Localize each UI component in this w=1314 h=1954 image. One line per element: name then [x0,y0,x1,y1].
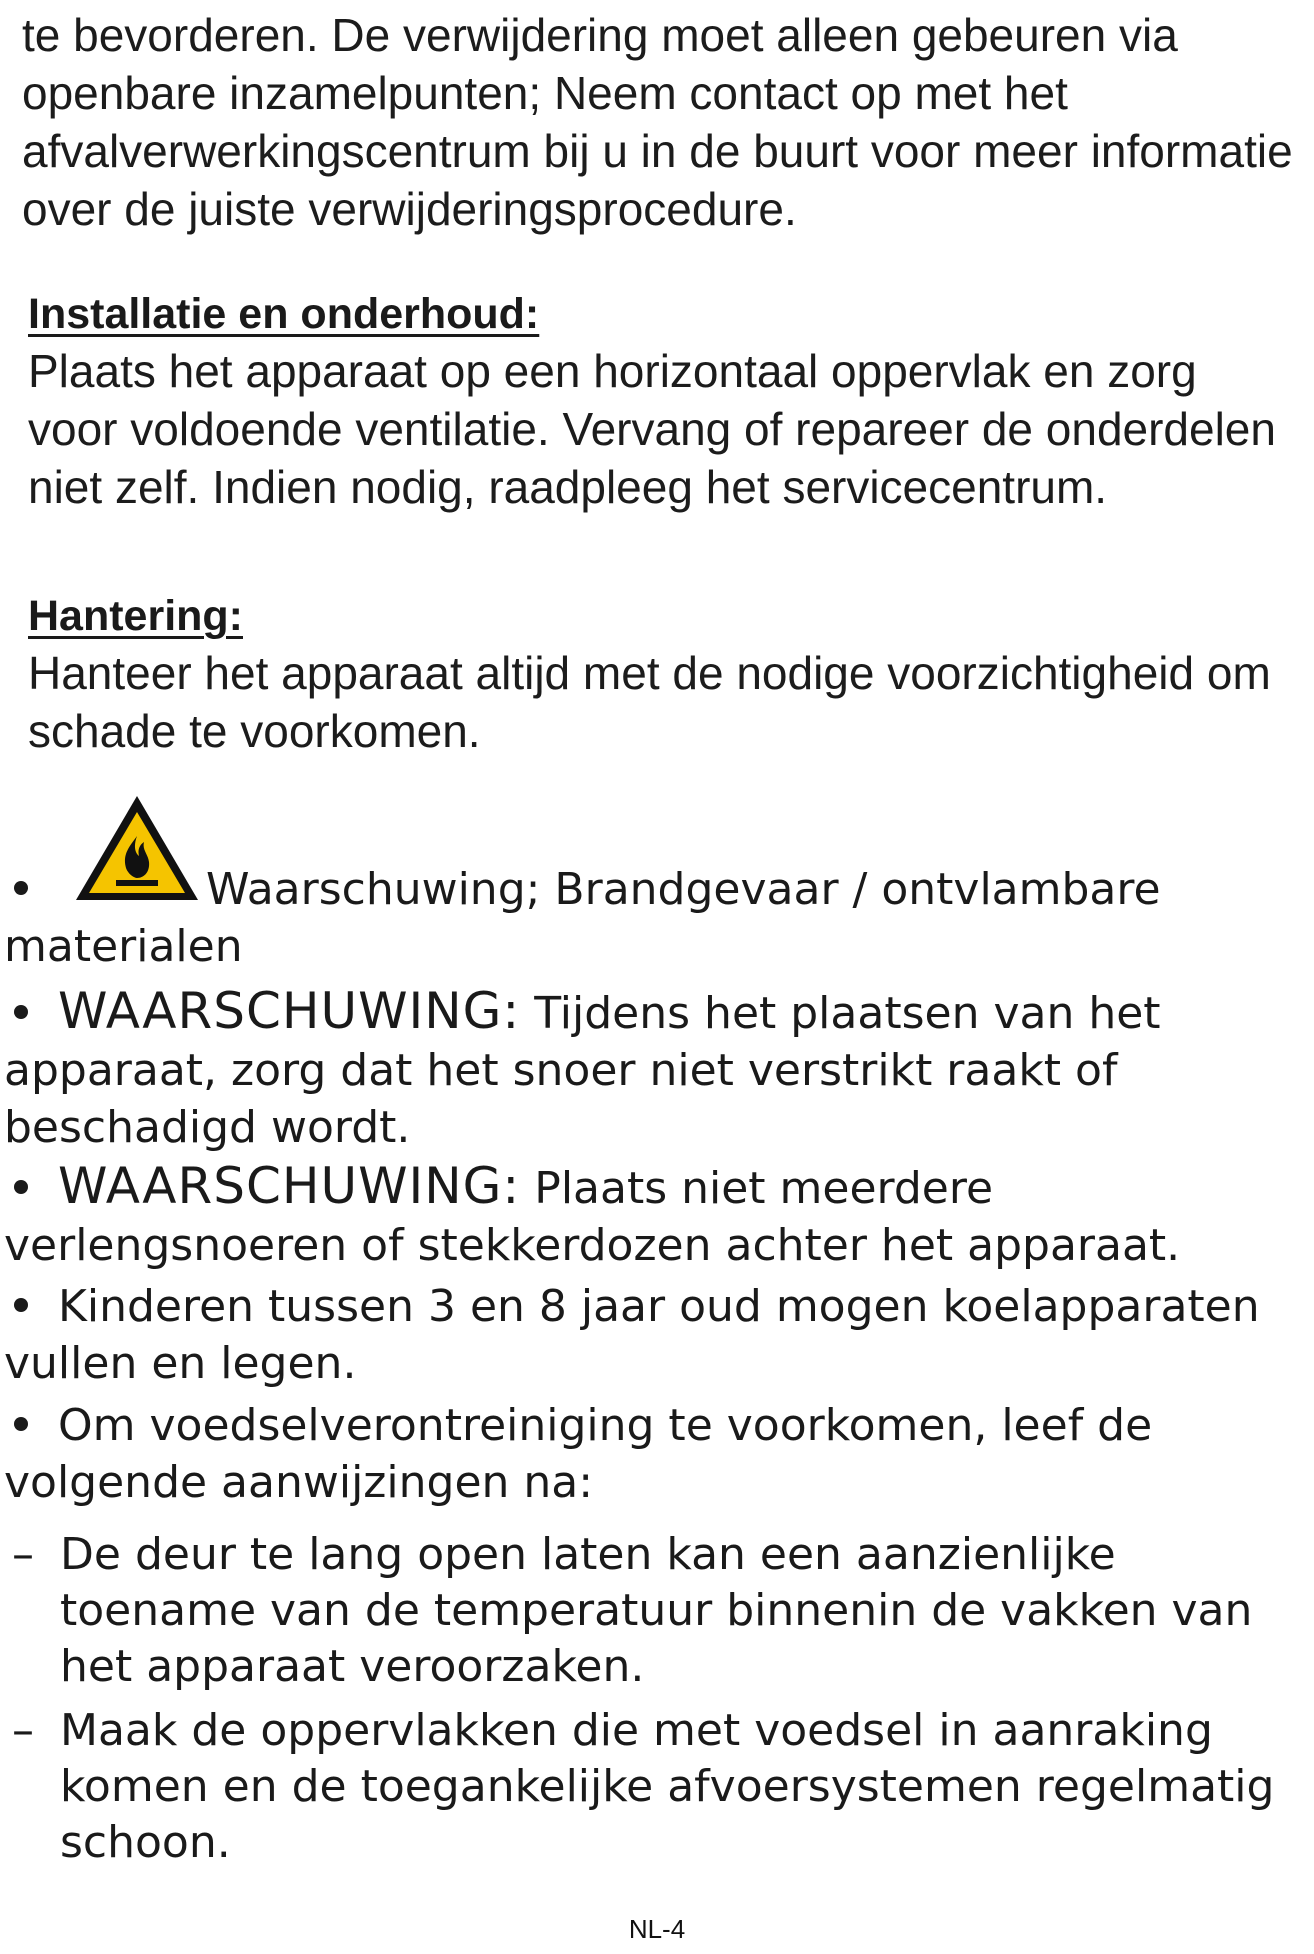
bullet-children [4,1278,1294,1392]
dash-symbol: – [12,1705,34,1756]
bullet-contamination [4,1397,1294,1511]
bullet-dot [14,1417,28,1431]
page-number: NL-4 [628,1914,686,1944]
extension-warning-text: Plaats niet meerdere verlengsnoeren of stekkerdozen achter het apparaat. [4,1163,1181,1271]
dash-symbol: – [12,1529,34,1580]
door-text: De deur te lang open laten kan een aanzienlijke toename van de temperatuur binnenin de vakken van het apparaat veroorzaken. [60,1529,1253,1692]
handling-paragraph: Hanteer het apparaat altijd met de nodige voorzichtigheid om schade te voorkomen. [28,647,1271,757]
disposal-paragraph: te bevorderen. De verwijdering moet alleen gebeuren via openbare inzamelpunten; Neem contact op met het afvalverwerkingscentrum bij u in de buurt voor meer informatie over de juiste verwijderingsprocedure. [22,9,1293,235]
contamination-text: Om voedselverontreiniging te voorkomen, leef de volgende aanwijzingen na: [4,1400,1153,1508]
flammable-warning-icon [72,792,202,918]
cord-warning-text: Tijdens het plaatsen van het apparaat, zorg dat het snoer niet verstrikt raakt of beschadigd wordt. [4,988,1161,1153]
bullet-cord-warning [4,983,1294,1156]
bullet-fire-warning [4,792,1294,975]
bullet-extension-warning [4,1158,1294,1274]
warning-label: WAARSCHUWING: [58,982,521,1040]
dash-item-door [0,1527,1294,1695]
installation-heading: Installatie en onderhoud: [28,290,540,338]
handling-heading: Hantering: [28,592,243,640]
bullet-dot [14,1298,28,1312]
warning-label: WAARSCHUWING: [58,1157,521,1215]
installation-paragraph: Plaats het apparaat op een horizontaal oppervlak en zorg voor voldoende ventilatie. Vervang of repareer de onderdelen niet zelf. Indien nodig, raadpleeg het servicecentrum. [28,345,1276,513]
clean-text: Maak de oppervlakken die met voedsel in aanraking komen en de toegankelijke afvoersystemen regelmatig schoon. [60,1705,1275,1868]
bullet-dot [14,881,28,895]
dash-item-clean [0,1703,1294,1871]
bullet-dot [14,1180,28,1194]
bullet-dot [14,1005,28,1019]
children-text: Kinderen tussen 3 en 8 jaar oud mogen koelapparaten vullen en legen. [4,1281,1260,1389]
fire-warning-text: Waarschuwing; Brandgevaar / ontvlambare materialen [4,864,1161,972]
